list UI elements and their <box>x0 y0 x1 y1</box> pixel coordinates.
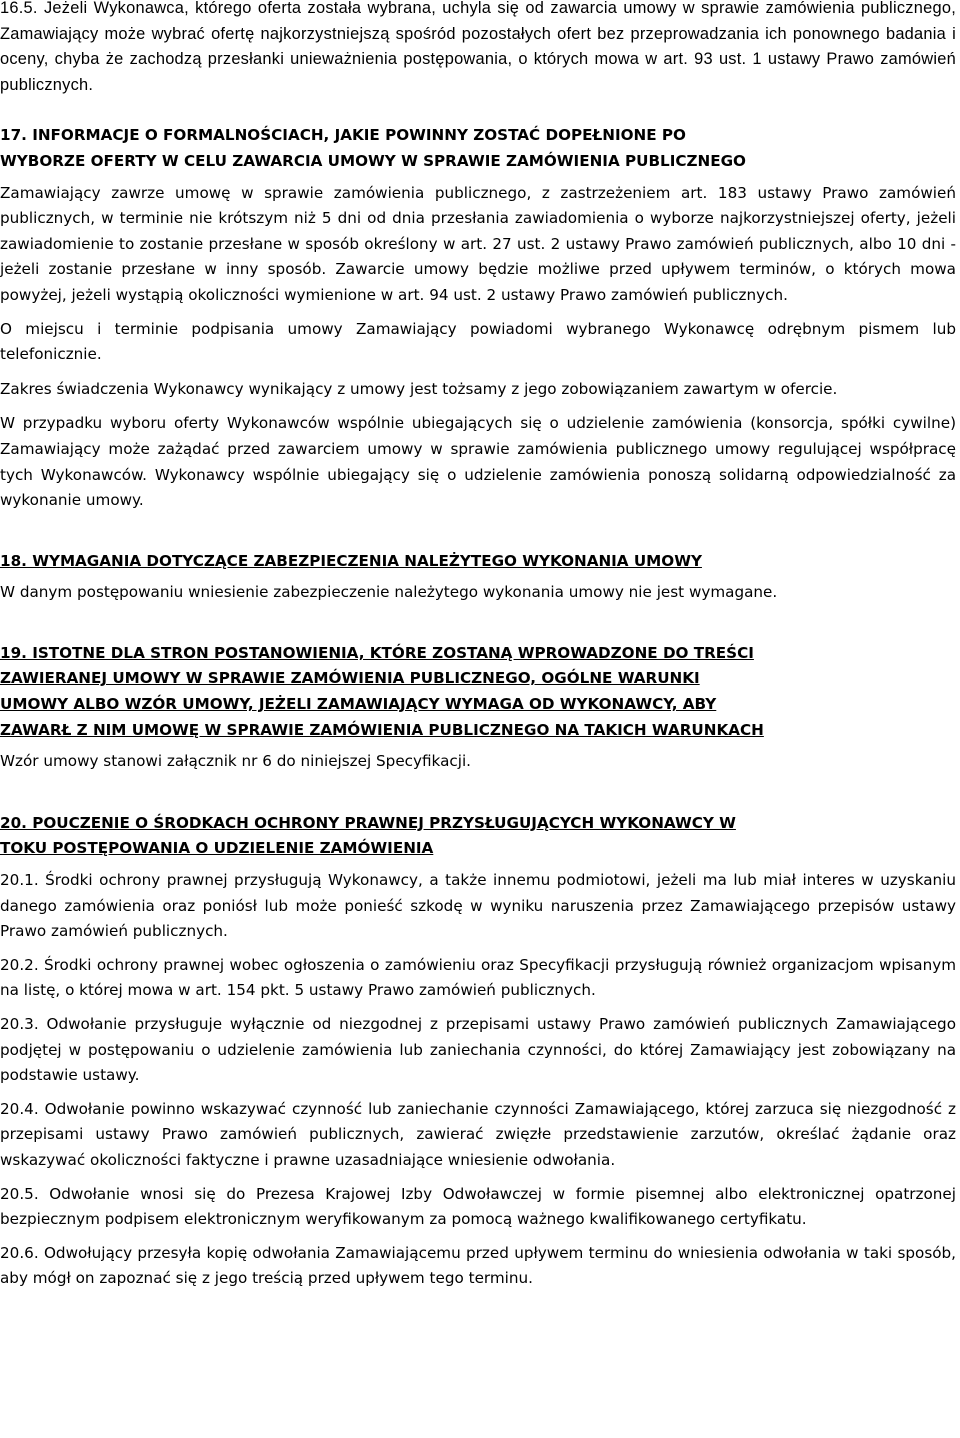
section-20-5: 20.5. Odwołanie wnosi się do Prezesa Krajowej Izby Odwoławczej w formie pisemnej albo elektronicznej opatrzonej bezpiecznym podpisem elektronicznym weryfikowanym za pomocą ważnego kwalifikowanego certyfikatu. <box>0 1184 956 1229</box>
section-17-paragraph-1: Zamawiający zawrze umowę w sprawie zamówienia publicznego, z zastrzeżeniem art. 183 ustawy Prawo zamówień publicznych, w terminie nie krótszym niż 5 dni od dnia przesłania zawiadomienia o wyborze najkorzystniejszej oferty, jeżeli zawiadomienie to zostanie przesłane w sposób określony w art. 27 ust. 2 ustawy Prawo zamówień publicznych, albo 10 dni - jeżeli zostanie przesłane w inny sposób. Zawarcie umowy będzie możliwe przed upływem terminów, o których mowa powyżej, jeżeli wystąpią okoliczności wymienione w art. 94 ust. 2 ustawy Prawo zamówień publicznych. <box>0 183 956 304</box>
section-19-heading-line-2: ZAWIERANEJ UMOWY W SPRAWIE ZAMÓWIENIA PUBLICZNEGO, OGÓLNE WARUNKI <box>0 669 700 688</box>
section-17-heading-line-2: WYBORZE OFERTY W CELU ZAWARCIA UMOWY W SPRAWIE ZAMÓWIENIA PUBLICZNEGO <box>0 151 746 170</box>
section-17-paragraph-4: W przypadku wyboru oferty Wykonawców wspólnie ubiegających się o udzielenie zamówienia (konsorcja, spółki cywilne) Zamawiający może zażądać przed zawarciem umowy w sprawie zamówienia publicznego umowy regulującej współpracę tych Wykonawców. Wykonawcy wspólnie ubiegający się o udzielenie zamówienia ponoszą solidarną odpowiedzialność za wykonanie umowy. <box>0 414 956 510</box>
section-20-6: 20.6. Odwołujący przesyła kopię odwołania Zamawiającemu przed upływem terminu do wniesienia odwołania w taki sposób, aby mógł on zapoznać się z jego treścią przed upływem tego terminu. <box>0 1243 956 1288</box>
section-19-heading-line-3: UMOWY ALBO WZÓR UMOWY, JEŻELI ZAMAWIAJĄCY WYMAGA OD WYKONAWCY, ABY <box>0 695 717 714</box>
paragraph-16-5: 16.5. Jeżeli Wykonawca, którego oferta została wybrana, uchyla się od zawarcia umowy w sprawie zamówienia publicznego, Zamawiający może wybrać ofertę najkorzystniejszą spośród pozostałych ofert bez przeprowadzania ich ponownego badania i oceny, chyba że zachodzą przesłanki unieważnienia postępowania, o których mowa w art. 93 ust. 1 ustawy Prawo zamówień publicznych. <box>0 0 956 94</box>
section-20-heading <box>0 811 956 862</box>
section-20-heading-line-1: 20. POUCZENIE O ŚRODKACH OCHRONY PRAWNEJ PRZYSŁUGUJĄCYCH WYKONAWCY W <box>0 813 736 832</box>
section-18-heading: 18. WYMAGANIA DOTYCZĄCE ZABEZPIECZENIA NALEŻYTEGO WYKONANIA UMOWY <box>0 551 702 570</box>
section-17-paragraph-2: O miejscu i terminie podpisania umowy Zamawiający powiadomi wybranego Wykonawcę odrębnym pismem lub telefonicznie. <box>0 319 956 364</box>
section-17-paragraph-3: Zakres świadczenia Wykonawcy wynikający z umowy jest tożsamy z jego zobowiązaniem zawartym w ofercie. <box>0 379 838 398</box>
section-18-paragraph-1: W danym postępowaniu wniesienie zabezpieczenie należytego wykonania umowy nie jest wymagane. <box>0 583 778 602</box>
section-20-heading-line-2: TOKU POSTĘPOWANIA O UDZIELENIE ZAMÓWIENIA <box>0 839 434 858</box>
section-19-heading-line-4: ZAWARŁ Z NIM UMOWĘ W SPRAWIE ZAMÓWIENIA PUBLICZNEGO NA TAKICH WARUNKACH <box>0 720 764 739</box>
section-20-2: 20.2. Środki ochrony prawnej wobec ogłoszenia o zamówieniu oraz Specyfikacji przysługują również organizacjom wpisanym na listę, o której mowa w art. 154 pkt. 5 ustawy Prawo zamówień publicznych. <box>0 955 956 1000</box>
section-19-paragraph-1: Wzór umowy stanowi załącznik nr 6 do niniejszej Specyfikacji. <box>0 752 472 771</box>
section-20-3: 20.3. Odwołanie przysługuje wyłącznie od niezgodnej z przepisami ustawy Prawo zamówień publicznych Zamawiającego podjętej w postępowaniu o udzielenie zamówienia lub zaniechania czynności, do której Zamawiający jest zobowiązany na podstawie ustawy. <box>0 1015 956 1085</box>
section-20-4: 20.4. Odwołanie powinno wskazywać czynność lub zaniechanie czynności Zamawiającego, której zarzuca się niezgodność z przepisami ustawy Prawo zamówień publicznych, zawierać zwięzłe przedstawienie zarzutów, określać żądanie oraz wskazywać okoliczności faktyczne i prawne uzasadniające wniesienie odwołania. <box>0 1099 956 1169</box>
section-17-heading-line-1: 17. INFORMACJE O FORMALNOŚCIACH, JAKIE POWINNY ZOSTAĆ DOPEŁNIONE PO <box>0 126 686 145</box>
section-19-heading <box>0 641 956 743</box>
section-20-1: 20.1. Środki ochrony prawnej przysługują Wykonawcy, a także innemu podmiotowi, jeżeli ma lub miał interes w uzyskaniu danego zamówienia oraz poniósł lub może ponieść szkodę w wyniku naruszenia przez Zamawiającego przepisów ustawy Prawo zamówień publicznych. <box>0 871 956 941</box>
section-19-heading-line-1: 19. ISTOTNE DLA STRON POSTANOWIENIA, KTÓRE ZOSTANĄ WPROWADZONE DO TREŚCI <box>0 643 754 662</box>
section-17-heading <box>0 123 956 174</box>
